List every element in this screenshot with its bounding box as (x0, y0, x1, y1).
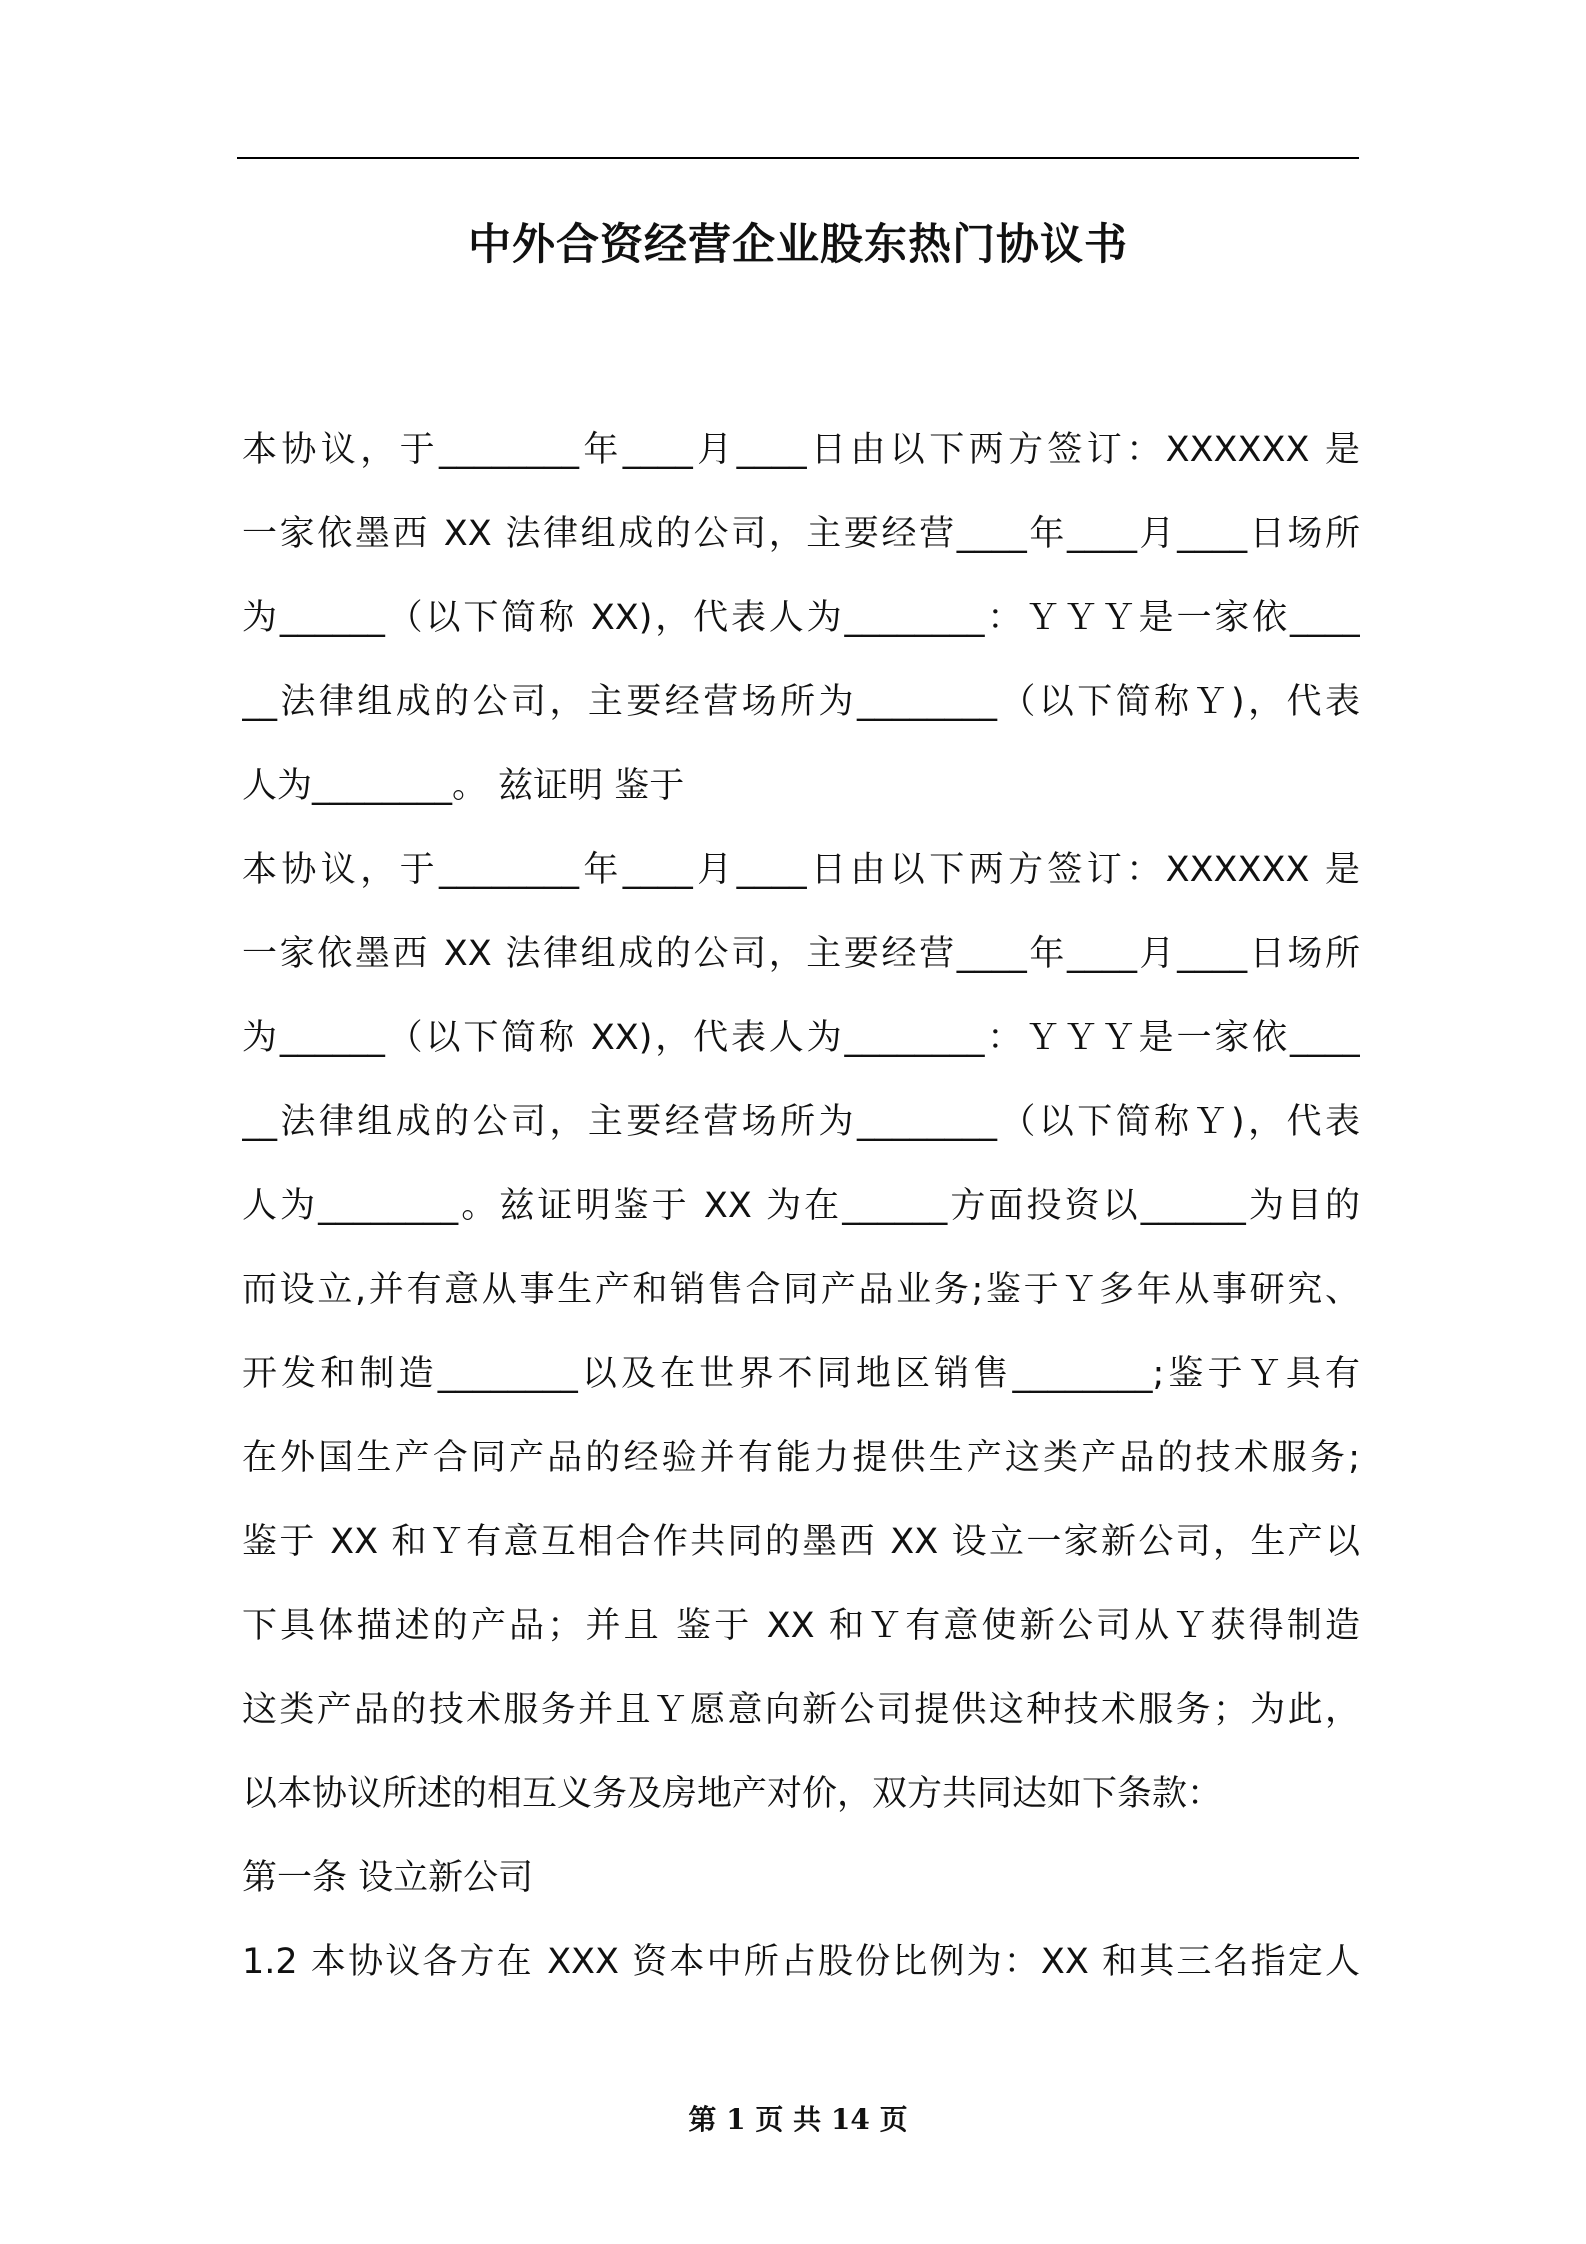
document-title: 中外合资经营企业股东热门协议书 (468, 220, 1128, 270)
body-line: 以本协议所述的相互义务及房地产对价，双方共同达如下条款： (242, 1774, 1223, 1814)
body-line: 下具体描述的产品；并且 鉴于 XX 和Ｙ有意使新公司从Ｙ获得制造 (242, 1606, 1360, 1646)
body-line: __法律组成的公司，主要经营场所为________（以下简称Ｙ)，代表 (242, 682, 1360, 722)
body-line: 这类产品的技术服务并且Ｙ愿意向新公司提供这种技术服务；为此， (242, 1690, 1360, 1730)
body-line: 为______（以下简称 XX)，代表人为________：ＹＹＹ是一家依____ (242, 598, 1360, 638)
body-line: 为______（以下简称 XX)，代表人为________：ＹＹＹ是一家依____ (242, 1018, 1360, 1058)
section-heading: 第一条 设立新公司 (242, 1858, 534, 1898)
document-body (242, 408, 1360, 2004)
body-line: 一家依墨西 XX 法律组成的公司，主要经营____年____月____日场所 (242, 934, 1360, 974)
body-line: __法律组成的公司，主要经营场所为________（以下简称Ｙ)，代表 (242, 1102, 1360, 1142)
page-number-footer: 第 1 页 共 14 页 (688, 2103, 908, 2136)
body-line: 鉴于 XX 和Ｙ有意互相合作共同的墨西 XX 设立一家新公司，生产以 (242, 1522, 1360, 1562)
header-divider (237, 157, 1359, 159)
body-line: 而设立,并有意从事生产和销售合同产品业务;鉴于Ｙ多年从事研究、 (242, 1270, 1360, 1310)
body-line: 在外国生产合同产品的经验并有能力提供生产这类产品的技术服务; (242, 1438, 1360, 1478)
body-line: 开发和制造________以及在世界不同地区销售________;鉴于Ｙ具有 (242, 1354, 1360, 1394)
body-line: 本协议，于________年____月____日由以下两方签订：XXXXXX 是 (242, 850, 1360, 890)
body-line: 本协议，于________年____月____日由以下两方签订：XXXXXX 是 (242, 430, 1360, 470)
body-line: 一家依墨西 XX 法律组成的公司，主要经营____年____月____日场所 (242, 514, 1360, 554)
body-line: 人为________。兹证明鉴于 XX 为在______方面投资以______为目的 (242, 1186, 1360, 1226)
body-line: 1.2 本协议各方在 XXX 资本中所占股份比例为：XX 和其三名指定人 (242, 1942, 1360, 1982)
body-line: 人为________。 兹证明 鉴于 (242, 766, 685, 806)
